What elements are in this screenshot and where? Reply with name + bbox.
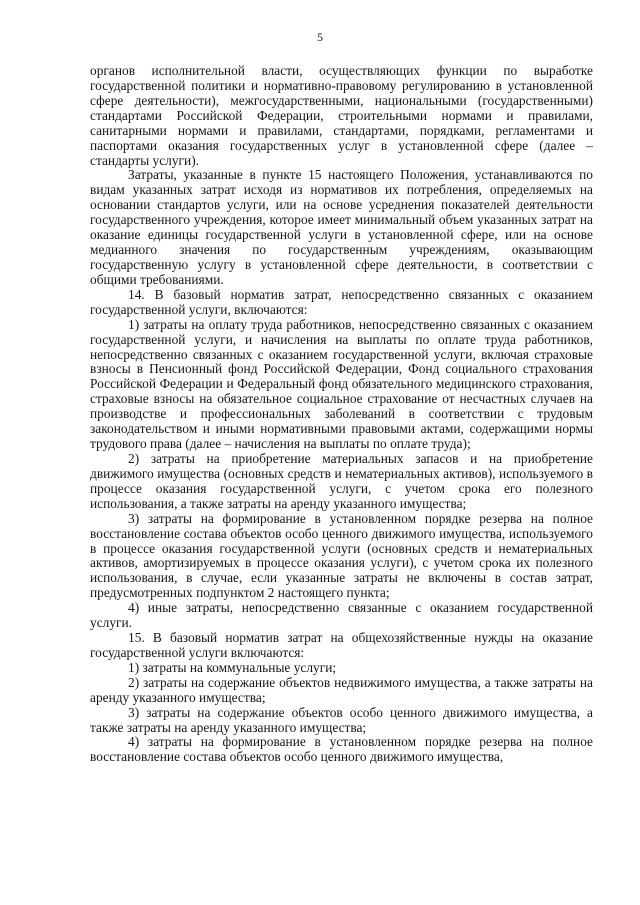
clause-15-item-2: 2) затраты на содержание объектов недвижимого имущества, а также затраты на аренду указанного имущества; bbox=[90, 674, 593, 705]
page-number: 5 bbox=[317, 30, 323, 44]
clause-14-item-2: 2) затраты на приобретение материальных запасов и на приобретение движимого имущества (основных средств и нематериальных активов), используемого в процессе оказания государственной услуги, с учетом срока его полезного использования, а также затраты на аренду указанного имущества; bbox=[90, 450, 593, 511]
document-body bbox=[90, 64, 593, 765]
paragraph-continuation: органов исполнительной власти, осуществляющих функции по выработке государственной политики и нормативно-правовому регулированию в установленной сфере деятельности), межгосударственными, национальными (государственными) стандартами Российской Федерации, строительными нормами и правилами, санитарными нормами и правилами, стандартами, порядками, регламентами и паспортами оказания государственных услуг в установленной сфере (далее – стандарты услуги). bbox=[90, 63, 593, 168]
clause-15: 15. В базовый норматив затрат на общехозяйственные нужды на оказание государственной услуги включаются: bbox=[90, 630, 593, 660]
clause-14: 14. В базовый норматив затрат, непосредственно связанных с оказанием государственной услуги, включаются: bbox=[90, 286, 593, 317]
clause-15-item-4: 4) затраты на формирование в установленном порядке резерва на полное восстановление состава объектов особо ценного движимого имущества, bbox=[90, 734, 593, 765]
clause-15-item-3: 3) затраты на содержание объектов особо ценного движимого имущества, а также затраты на аренду указанного имущества; bbox=[90, 704, 593, 735]
clause-14-item-4: 4) иные затраты, непосредственно связанные с оказанием государственной услуги. bbox=[90, 600, 593, 631]
clause-14-item-3: 3) затраты на формирование в установленном порядке резерва на полное восстановление состава объектов особо ценного движимого имущества, используемого в процессе оказания государственной услуги (основных средств и нематериальных активов, амортизируемых в процессе оказания услуги), с учетом срока их полезного использования, в случае, если указанные затраты не включены в состав затрат, предусмотренных подпунктом 2 настоящего пункта; bbox=[90, 510, 593, 601]
clause-14-item-1: 1) затраты на оплату труда работников, непосредственно связанных с оказанием государственной услуги, и начисления на выплаты по оплате труда работников, непосредственно связанных с оказанием государственной услуги, включая страховые взносы в Пенсионный фонд Российской Федерации, Фонд социального страхования Российской Федерации и Федеральный фонд обязательного медицинского страхования, страховые взносы на обязательное социальное страхование от несчастных случаев на производстве и профессиональных заболеваний в соответствии с трудовым законодательством и иными нормативными правовыми актами, содержащими нормы трудового права (далее – начисления на выплаты по оплате труда); bbox=[90, 316, 593, 452]
paragraph: Затраты, указанные в пункте 15 настоящего Положения, устанавливаются по видам указанных затрат исходя из нормативов их потребления, определяемых на основании стандартов услуги, или на основе усреднения показателей деятельности государственного учреждения, которое имеет минимальный объем указанных затрат на оказание единицы государственной услуги в установленной сфере, или на основе медианного значения по государственным учреждениям, оказывающим государственную услугу в установленной сфере деятельности, в соответствии с общими требованиями. bbox=[90, 167, 593, 287]
clause-15-item-1: 1) затраты на коммунальные услуги; bbox=[128, 659, 337, 675]
